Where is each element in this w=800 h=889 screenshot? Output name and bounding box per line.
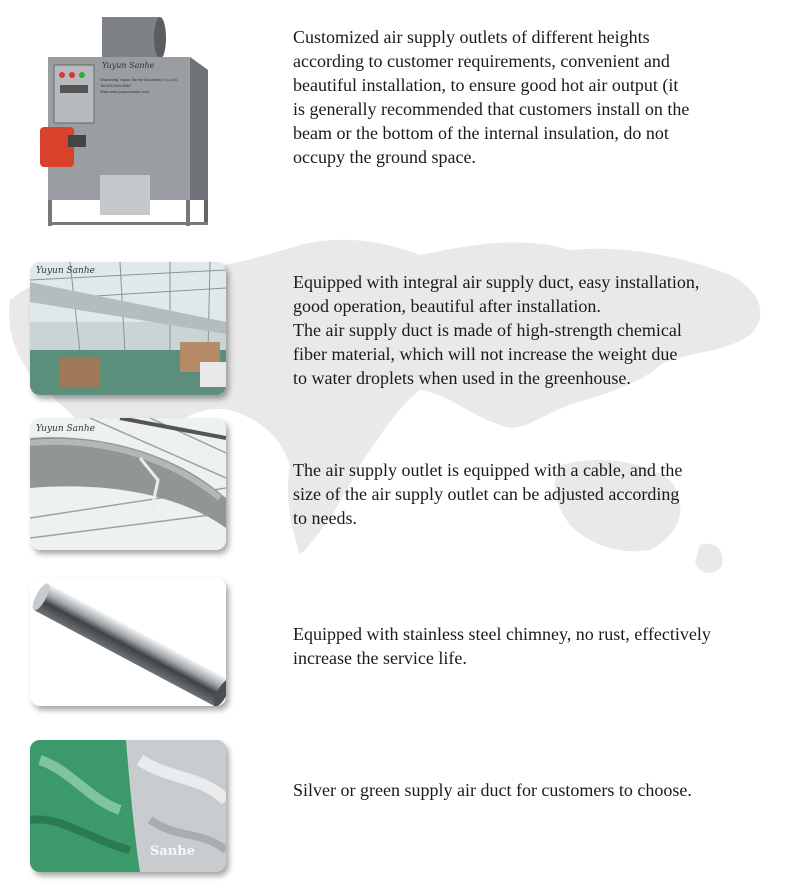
- section-outlet-cable-text: [293, 458, 682, 530]
- text-line: The air supply outlet is equipped with a cable, and the: [293, 460, 683, 480]
- text-line: fiber material, which will not increase the weight due: [293, 344, 678, 364]
- section-duct-colors-text: [293, 778, 692, 802]
- text-line: Equipped with stainless steel chimney, no rust, effectively: [293, 624, 711, 644]
- hot-air-heater-icon: [40, 15, 215, 230]
- duct-outlet-cable-icon: [30, 418, 226, 550]
- text-line: Silver or green supply air duct for customers to choose.: [293, 780, 692, 800]
- steel-chimney-icon: [30, 578, 226, 706]
- text-line: according to customer requirements, convenient and: [293, 51, 670, 71]
- outlet-brand-logo: Yuyun Sanhe: [36, 424, 95, 434]
- text-line: beautiful installation, to ensure good hot air output (it: [293, 75, 679, 95]
- heater-nameplate: [100, 77, 178, 95]
- heater-image: [40, 15, 215, 230]
- section-integral-duct-text: [293, 270, 699, 390]
- duct-fabric-icon: [30, 740, 226, 872]
- greenhouse-duct-image: [30, 262, 226, 395]
- plate-line: Tel:400-660-6967: [100, 83, 132, 88]
- plate-line: Web:www.yuyunsanhe.com: [100, 89, 150, 94]
- duct-brand-logo: Yuyun Sanhe: [36, 266, 95, 276]
- text-line: beam or the bottom of the internal insulation, do not: [293, 123, 669, 143]
- text-line: is generally recommended that customers install on the: [293, 99, 690, 119]
- heater-brand-logo: Yuyun Sanhe: [102, 61, 155, 70]
- chimney-image: [30, 578, 226, 706]
- text-line: size of the air supply outlet can be adjusted according: [293, 484, 680, 504]
- text-line: Customized air supply outlets of different heights: [293, 27, 650, 47]
- text-line: Equipped with integral air supply duct, easy installation,: [293, 272, 700, 292]
- text-line: to water droplets when used in the greenhouse.: [293, 368, 631, 388]
- sanhe-watermark: Sanhe: [150, 844, 195, 859]
- text-line: to needs.: [293, 508, 357, 528]
- text-line: increase the service life.: [293, 648, 467, 668]
- greenhouse-duct-icon: [30, 262, 226, 395]
- duct-fabric-image: [30, 740, 226, 872]
- text-line: good operation, beautiful after installation.: [293, 296, 601, 316]
- section-heater-text: [293, 25, 689, 169]
- duct-outlet-image: [30, 418, 226, 550]
- plate-line: Shandong Yuyun Sanhe Machinery Co.,Ltd.: [100, 77, 178, 82]
- text-line: The air supply duct is made of high-strength chemical: [293, 320, 682, 340]
- section-chimney-text: [293, 622, 711, 670]
- text-line: occupy the ground space.: [293, 147, 476, 167]
